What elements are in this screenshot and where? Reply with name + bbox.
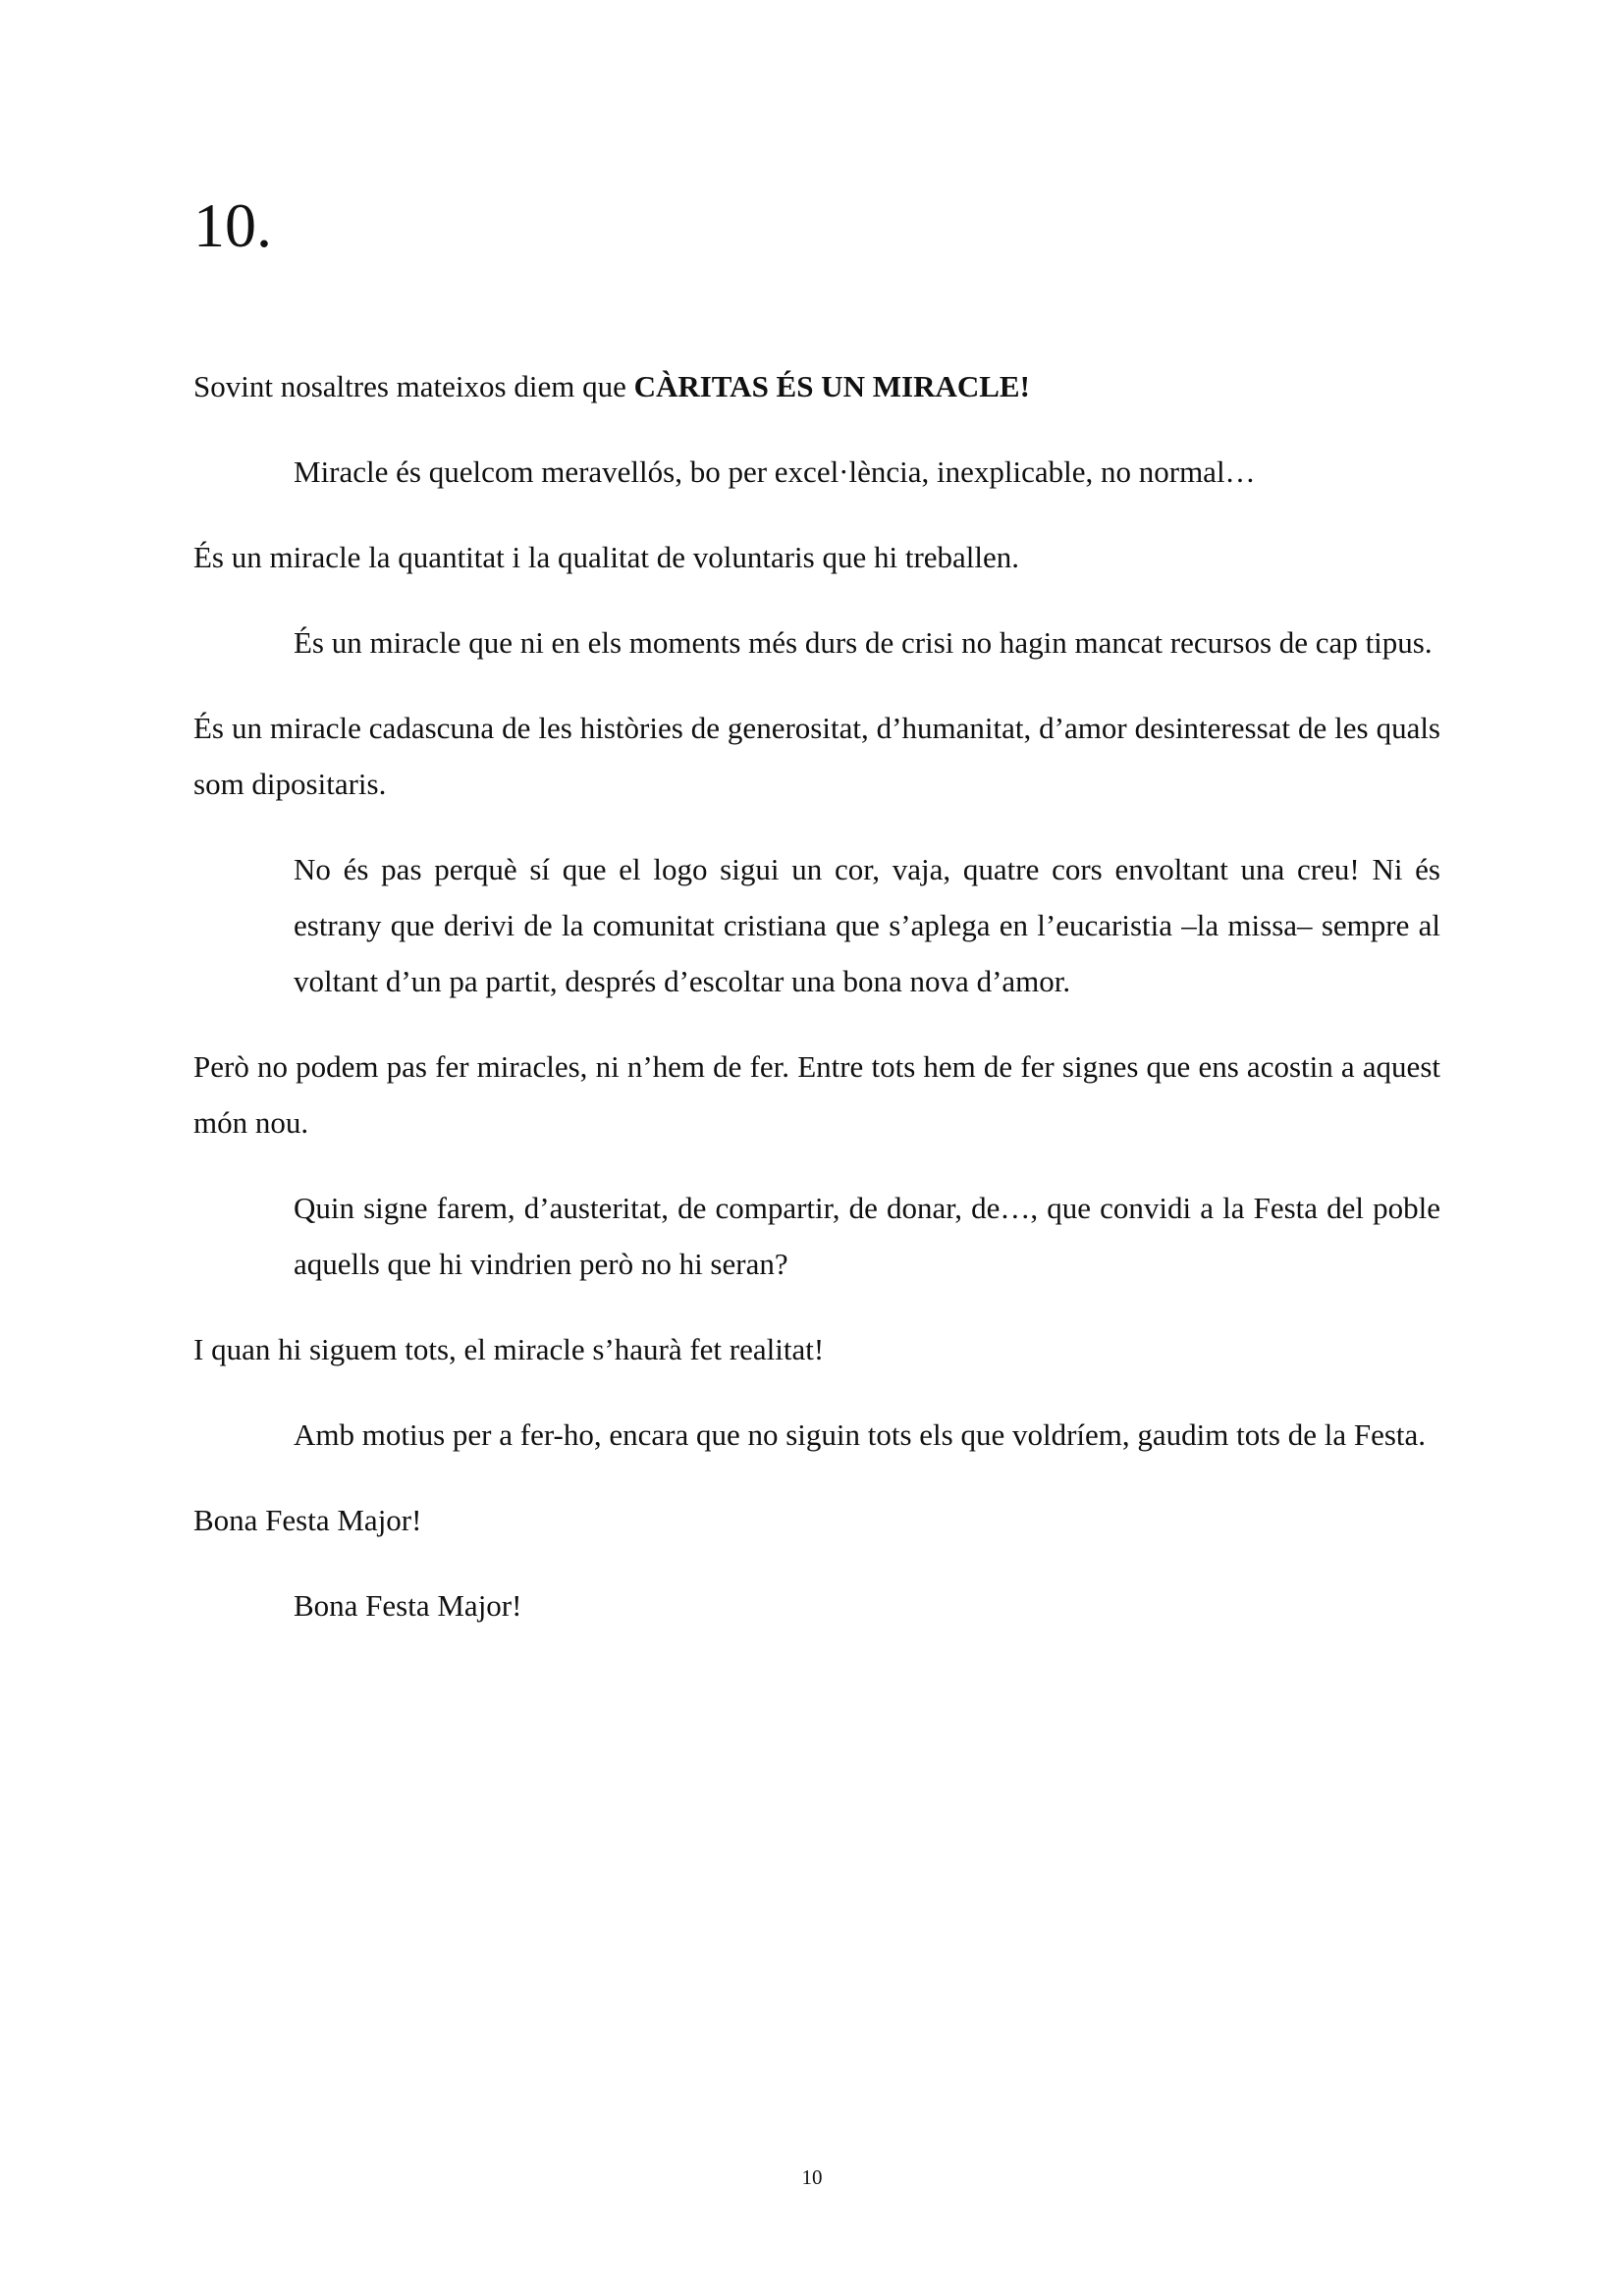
paragraph: Amb motius per a fer-ho, encara que no siguin tots els que voldríem, gaudim tots de la Festa. [294, 1417, 1427, 1452]
paragraph-intro-text: Sovint nosaltres mateixos diem que [193, 369, 634, 403]
paragraph: Bona Festa Major! [294, 1588, 522, 1623]
paragraph: És un miracle cadascuna de les històries de generositat, d’humanitat, d’amor desinteressat de les quals som dipositaris. [193, 711, 1440, 801]
page-number: 10 [801, 2165, 823, 2189]
body-text [193, 358, 1440, 1663]
paragraph: I quan hi siguem tots, el miracle s’haurà fet realitat! [193, 1332, 825, 1366]
paragraph: És un miracle la quantitat i la qualitat de voluntaris que hi treballen. [193, 540, 1020, 574]
paragraph: Quin signe farem, d’austeritat, de compartir, de donar, de…, que convidi a la Festa del poble aquells que hi vindrien però no hi seran? [294, 1191, 1440, 1281]
paragraph: No és pas perquè sí que el logo sigui un cor, vaja, quatre cors envoltant una creu! Ni és estrany que derivi de la comunitat cristiana que s’aplega en l’eucaristia –la missa– sempre al voltant d’un pa partit, després d’escoltar una bona nova d’amor. [294, 852, 1440, 998]
paragraph: Però no podem pas fer miracles, ni n’hem de fer. Entre tots hem de fer signes que ens acostin a aquest món nou. [193, 1049, 1440, 1140]
paragraph: Bona Festa Major! [193, 1503, 422, 1537]
paragraph-intro-bold: CÀRITAS ÉS UN MIRACLE! [633, 369, 1030, 403]
paragraph-intro [193, 358, 1440, 414]
paragraph: Miracle és quelcom meravellós, bo per excel·lència, inexplicable, no normal… [294, 454, 1256, 489]
paragraph: És un miracle que ni en els moments més durs de crisi no hagin mancat recursos de cap tipus. [294, 625, 1433, 660]
chapter-heading: 10. [193, 190, 272, 260]
